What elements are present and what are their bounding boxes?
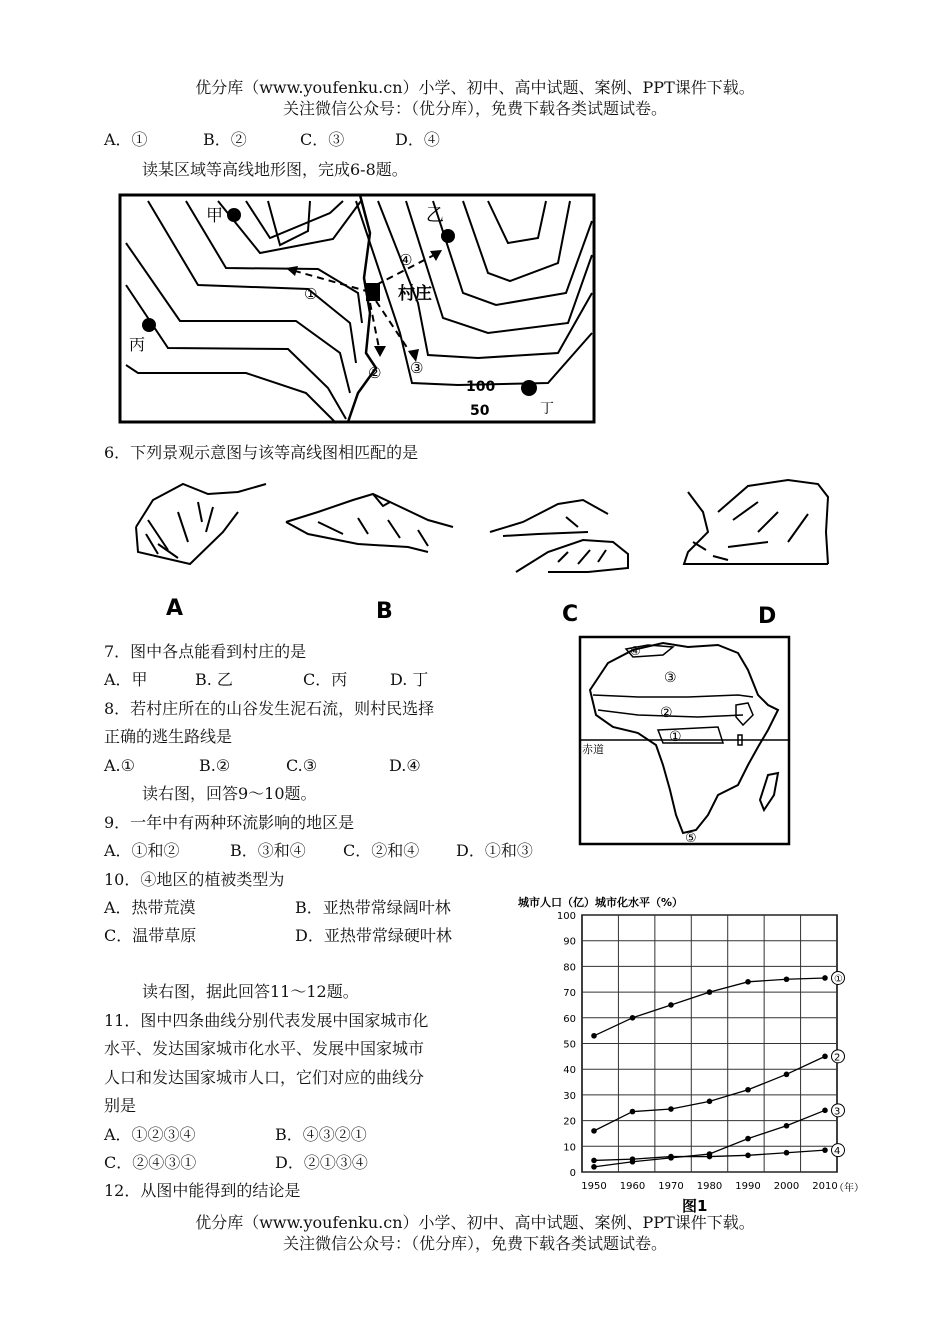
data-point bbox=[822, 1147, 828, 1153]
question-11-line-1: 11．图中四条曲线分别代表发展中国家城市化 bbox=[104, 1011, 429, 1030]
q7-option-b: B. 乙 bbox=[195, 670, 233, 689]
data-point bbox=[630, 1109, 636, 1115]
data-point bbox=[822, 975, 828, 981]
q9-option-c: C．②和④ bbox=[343, 841, 420, 860]
header-line-2: 关注微信公众号：（优分库），免费下载各类试题试卷。 bbox=[282, 99, 667, 118]
q7-option-c: C．丙 bbox=[303, 670, 348, 689]
data-point bbox=[745, 1152, 751, 1158]
question-7: 7．图中各点能看到村庄的是 bbox=[104, 642, 307, 661]
label-bing: 丙 bbox=[129, 335, 146, 354]
footer-line-2: 关注微信公众号：（优分库），免费下载各类试题试卷。 bbox=[282, 1234, 667, 1253]
data-point bbox=[591, 1128, 597, 1134]
question-9: 9．一年中有两种环流影响的地区是 bbox=[104, 813, 355, 832]
data-point bbox=[745, 1087, 751, 1093]
data-point bbox=[745, 1136, 751, 1142]
urbanization-chart bbox=[512, 888, 872, 1216]
data-point bbox=[591, 1033, 597, 1039]
question-10: 10．④地区的植被类型为 bbox=[104, 870, 285, 889]
question-6: 6．下列景观示意图与该等高线图相匹配的是 bbox=[104, 443, 419, 462]
data-point bbox=[668, 1002, 674, 1008]
q8-option-d: D.④ bbox=[389, 756, 421, 775]
y-tick-label: 70 bbox=[563, 988, 576, 1000]
x-tick-label: 1990 bbox=[735, 1181, 761, 1192]
q8-option-b: B.② bbox=[199, 756, 231, 775]
y-tick-label: 90 bbox=[563, 936, 576, 948]
series-label-1: ① bbox=[834, 973, 843, 985]
question-11-line-3: 人口和发达国家城市人口，它们对应的曲线分 bbox=[104, 1068, 425, 1087]
intro-11-12: 读右图，据此回答11～12题。 bbox=[142, 982, 359, 1001]
x-tick-label: 1970 bbox=[658, 1181, 684, 1192]
q10-option-d: D．亚热带常绿硬叶林 bbox=[295, 926, 452, 945]
equator-label: 赤道 bbox=[582, 743, 604, 756]
data-point bbox=[822, 1108, 828, 1114]
question-8-line-1: 8．若村庄所在的山谷发生泥石流，则村民选择 bbox=[104, 699, 435, 718]
q9-option-b: B．③和④ bbox=[230, 841, 306, 860]
prev-option-b: B．② bbox=[203, 130, 247, 149]
label-ding: 丁 bbox=[540, 401, 554, 417]
q10-option-c: C．温带草原 bbox=[104, 926, 197, 945]
data-point bbox=[668, 1154, 674, 1160]
question-11-line-4: 别是 bbox=[104, 1096, 137, 1115]
y-tick-label: 50 bbox=[563, 1039, 576, 1051]
option-d-label: D bbox=[758, 604, 777, 624]
contour-100-label: 100 bbox=[466, 379, 496, 395]
series-label-3: 3 bbox=[834, 1106, 841, 1118]
q8-option-c: C.③ bbox=[286, 756, 318, 775]
y-tick-label: 80 bbox=[563, 962, 576, 974]
data-point bbox=[707, 989, 713, 995]
region-2-label: ② bbox=[660, 705, 673, 721]
data-point bbox=[630, 1156, 636, 1162]
intro-6-8: 读某区域等高线地形图，完成6-8题。 bbox=[142, 160, 408, 179]
prev-option-a: A．① bbox=[104, 130, 148, 149]
q11-option-a: A．①②③④ bbox=[104, 1125, 196, 1144]
label-village: 村庄 bbox=[398, 284, 432, 304]
region-1-label: ① bbox=[669, 729, 682, 745]
y-tick-label: 60 bbox=[563, 1013, 576, 1025]
q9-option-a: A．①和② bbox=[104, 841, 180, 860]
prev-option-c: C．③ bbox=[300, 130, 345, 149]
y-tick-label: 10 bbox=[563, 1142, 576, 1154]
data-point bbox=[784, 1123, 790, 1129]
option-a-label: A bbox=[166, 596, 184, 621]
footer-line-1: 优分库（www.youfenku.cn）小学、初中、高中试题、案例、PPT课件下载。 bbox=[195, 1213, 755, 1232]
series-line-2 bbox=[594, 1056, 825, 1131]
question-12: 12．从图中能得到的结论是 bbox=[104, 1181, 301, 1200]
y-tick-label: 100 bbox=[556, 911, 576, 922]
x-axis-unit: （年） bbox=[834, 1183, 864, 1194]
x-tick-label: 2010 bbox=[812, 1181, 838, 1192]
q11-option-b: B．④③②① bbox=[275, 1125, 367, 1144]
chart-caption: 图1 bbox=[682, 1197, 708, 1215]
africa-map bbox=[578, 635, 792, 847]
header-line-1: 优分库（www.youfenku.cn）小学、初中、高中试题、案例、PPT课件下载。 bbox=[195, 78, 755, 97]
data-point bbox=[745, 979, 751, 985]
region-5-label: ⑤ bbox=[685, 831, 697, 846]
data-point bbox=[707, 1099, 713, 1105]
series-label-2: 2 bbox=[834, 1052, 841, 1064]
y-tick-label: 0 bbox=[569, 1168, 576, 1179]
route-3-label: ③ bbox=[410, 359, 424, 377]
route-2-label: ② bbox=[368, 364, 382, 382]
x-tick-label: 2000 bbox=[773, 1181, 800, 1192]
x-tick-label: 1980 bbox=[696, 1181, 723, 1192]
route-4-label: ④ bbox=[399, 251, 413, 269]
data-point bbox=[668, 1106, 674, 1112]
q8-option-a: A.① bbox=[104, 756, 135, 775]
q9-option-d: D．①和③ bbox=[456, 841, 533, 860]
intro-9-10: 读右图，回答9～10题。 bbox=[142, 784, 317, 803]
option-b-label: B bbox=[376, 599, 393, 624]
data-point bbox=[707, 1154, 713, 1160]
data-point bbox=[822, 1054, 828, 1060]
q10-option-b: B．亚热带常绿阔叶林 bbox=[295, 898, 451, 917]
prev-option-d: D．④ bbox=[395, 130, 440, 149]
question-11-line-2: 水平、发达国家城市化水平、发展中国家城市 bbox=[104, 1039, 425, 1058]
data-point bbox=[784, 1150, 790, 1156]
q7-option-a: A．甲 bbox=[104, 670, 148, 689]
data-point bbox=[591, 1164, 597, 1170]
region-4-label: ④ bbox=[630, 644, 641, 658]
contour-50-label: 50 bbox=[470, 403, 490, 419]
y-tick-label: 20 bbox=[563, 1116, 576, 1128]
data-point bbox=[591, 1158, 597, 1164]
data-point bbox=[630, 1015, 636, 1021]
question-8-line-2: 正确的逃生路线是 bbox=[104, 727, 233, 746]
contour-map bbox=[118, 193, 598, 425]
q11-option-c: C．②④③① bbox=[104, 1153, 197, 1172]
series-line-1 bbox=[594, 978, 825, 1036]
landscape-sketches bbox=[128, 472, 848, 624]
q11-option-d: D．②①③④ bbox=[275, 1153, 368, 1172]
x-tick-label: 1960 bbox=[619, 1181, 646, 1192]
series-label-4: 4 bbox=[834, 1146, 841, 1158]
q7-option-d: D. 丁 bbox=[390, 670, 429, 689]
region-3-label: ③ bbox=[664, 670, 677, 686]
route-1-label: ① bbox=[304, 285, 318, 303]
label-jia: 甲 bbox=[206, 206, 223, 226]
data-point bbox=[784, 1072, 790, 1078]
y-tick-label: 40 bbox=[563, 1065, 576, 1077]
chart-title: 城市人口（亿）城市化水平（%） bbox=[518, 896, 684, 909]
x-tick-label: 1950 bbox=[581, 1181, 607, 1192]
q10-option-a: A．热带荒漠 bbox=[104, 898, 196, 917]
data-point bbox=[784, 976, 790, 982]
label-yi: 乙 bbox=[426, 205, 444, 226]
option-c-label: C bbox=[562, 602, 579, 624]
y-tick-label: 30 bbox=[563, 1090, 576, 1102]
